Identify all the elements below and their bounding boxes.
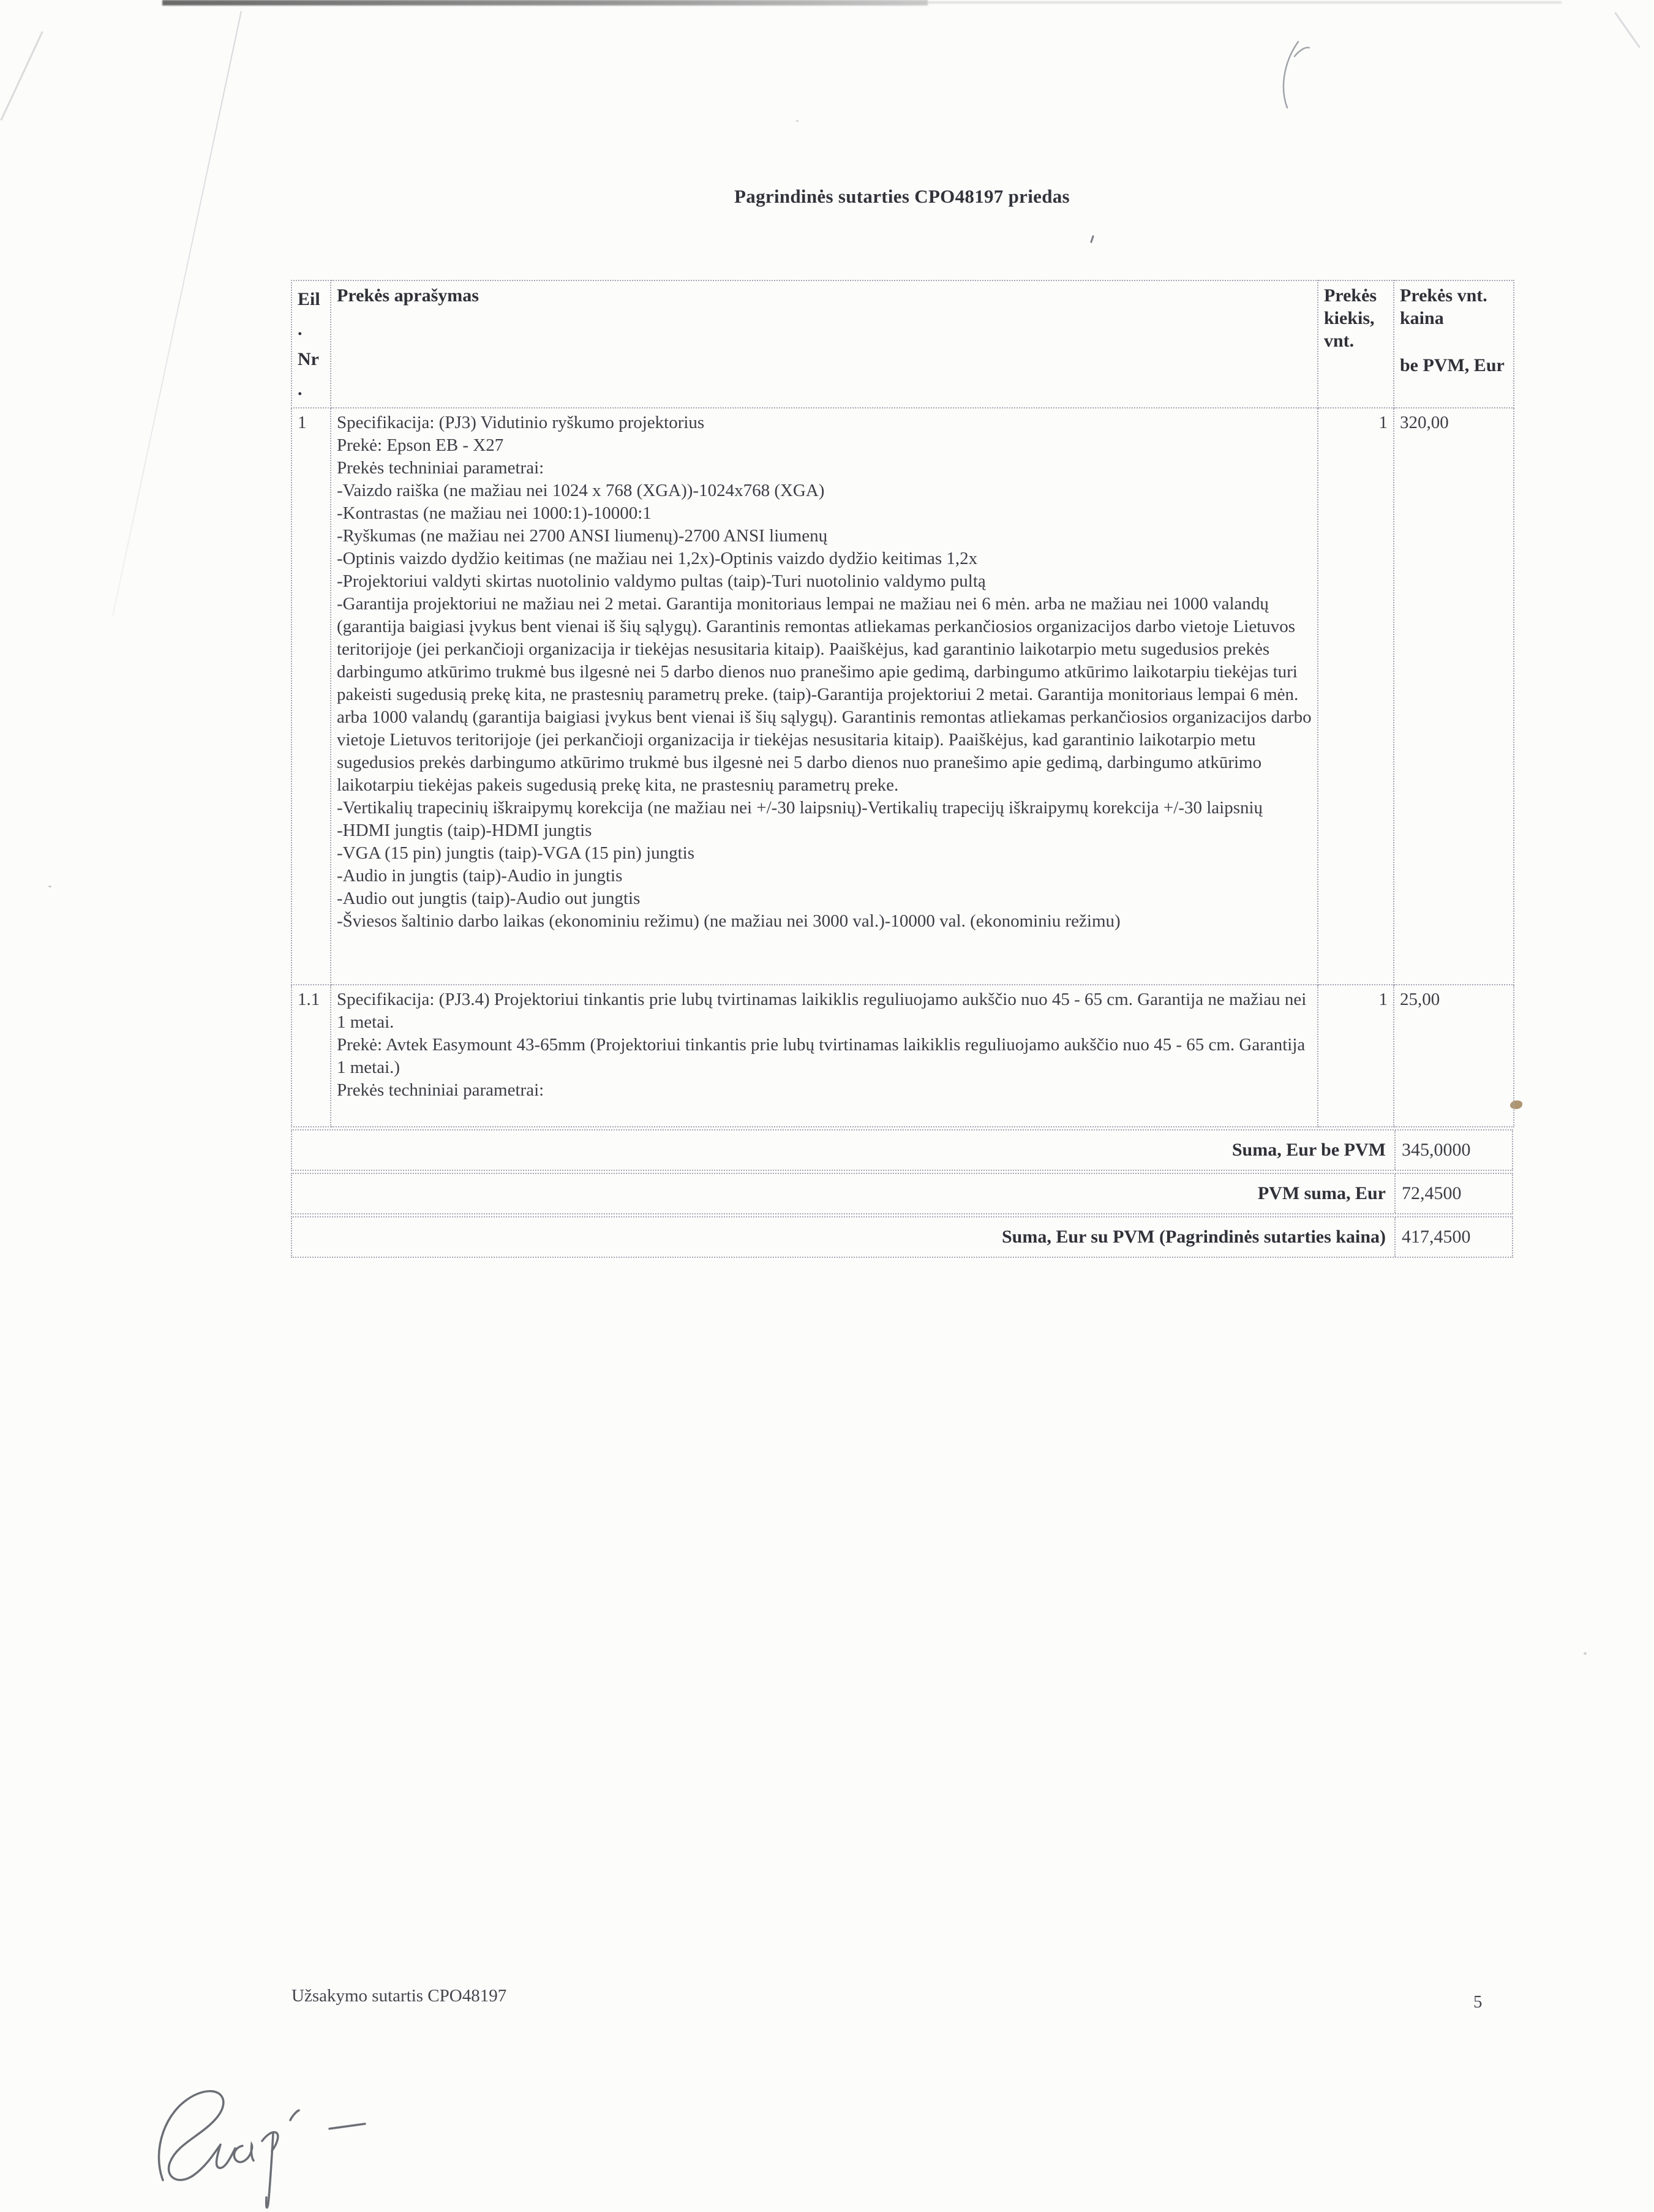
summary-label: PVM suma, Eur bbox=[292, 1174, 1396, 1213]
paper-speck bbox=[48, 886, 51, 887]
footer-contract-reference: Užsakymo sutartis CPO48197 bbox=[291, 1986, 507, 2006]
column-header-unit-price bbox=[1394, 280, 1514, 408]
corner-scan-mark bbox=[1614, 12, 1641, 48]
header-spacer bbox=[1400, 329, 1508, 354]
item-number-cell: 1.1 bbox=[291, 985, 331, 1127]
item-quantity-cell: 1 bbox=[1318, 985, 1394, 1127]
items-table bbox=[291, 280, 1514, 1127]
summary-value: 345,0000 bbox=[1402, 1140, 1471, 1160]
table-header-row bbox=[291, 280, 1514, 408]
item-number-cell: 1 bbox=[291, 408, 331, 985]
item-description-text: Specifikacija: (PJ3.4) Projektoriui tinkantis prie lubų tvirtinamas laikiklis reguliuojamo aukščio nuo 45 - 65 cm. Garantija ne mažiau nei 1 metai. Prekė: Avtek Easymount 43-65mm (Projektoriui tinkantis prie lubų tvirtinamas laikiklis reguliuojamo aukščio nuo 45 - 65 cm. Garantija 1 metai.) Prekės techniniai parametrai: bbox=[337, 990, 1307, 1100]
column-header-description bbox=[331, 280, 1318, 408]
unit-price-header-line1: Prekės vnt. kaina bbox=[1400, 285, 1487, 328]
unit-price-header-line2: be PVM, Eur bbox=[1400, 355, 1505, 375]
page-number: 5 bbox=[1473, 1992, 1483, 2012]
item-description-cell bbox=[331, 985, 1318, 1127]
paper-speck bbox=[796, 120, 799, 122]
column-header-item-number bbox=[291, 280, 331, 408]
item-description-cell bbox=[331, 408, 1318, 985]
summary-row-total-incl-vat bbox=[291, 1216, 1513, 1258]
summary-value: 417,4500 bbox=[1402, 1227, 1471, 1247]
description-header-text: Prekės aprašymas bbox=[337, 285, 479, 306]
item-description-text: Specifikacija: (PJ3) Vidutinio ryškumo projektorius Prekė: Epson EB - X27 Prekės techniniai parametrai: -Vaizdo raiška (ne mažiau nei 1024 x 768 (XGA))-1024x768 (XGA) -Kontrastas (ne mažiau nei 1000:1)-10000:1 -Ryškumas (ne mažiau nei 2700 ANSI liumenų)-2700 ANSI liumenų -Optinis vaizdo dydžio keitimas (ne mažiau nei 1,2x)-Optinis vaizdo dydžio keitimas 1,2x -Projektoriui valdyti skirtas nuotolinio valdymo pultas (taip)-Turi nuotolinio valdymo pultą -Garantija projektoriui ne mažiau nei 2 metai. Garantija monitoriaus lempai ne mažiau nei 6 mėn. arba ne mažiau nei 1000 valandų (garantija baigiasi įvykus bent vienai iš šių sąlygų). Garantinis remontas atliekamas perkančiosios organizacijos darbo vietoje Lietuvos teritorijoje (jei perkančioji organizacija ir tiekėjas nesusitaria kitaip). Paaiškėjus, kad garantinio laikotarpio metu sugedusios prekės darbingumo atkūrimo trukmė bus ilgesnė nei 5 darbo dienos nuo pranešimo apie gedimą, darbingumo atkūrimo laikotarpiu tiekėjas turi pakeisti sugedusią prekę kita, ne prastesnių parametrų preke. (taip)-Garantija projektoriui 2 metai. Garantija monitoriaus lempai 6 mėn. arba 1000 valandų (garantija baigiasi įvykus bent vienai iš šių sąlygų). Garantinis remontas atliekamas perkančiosios organizacijos darbo vietoje Lietuvos teritorijoje (jei perkančioji organizacija ir tiekėjas nesusitaria kitaip). Paaiškėjus, kad garantinio laikotarpio metu sugedusios prekės darbingumo atkūrimo trukmė bus ilgesnė nei 5 darbo dienos nuo pranešimo apie gedimą, darbingumo atkūrimo laikotarpiu tiekėjas pakeis sugedusią prekę kita, ne prastesnių parametrų preke. -Vertikalių trapecinių iškraipymų korekcija (ne mažiau nei +/-30 laipsnių)-Vertikalių trapecijų iškraipymų korekcija +/-30 laipsnių -HDMI jungtis (taip)-HDMI jungtis -VGA (15 pin) jungtis (taip)-VGA (15 pin) jungtis -Audio in jungtis (taip)-Audio in jungtis -Audio out jungtis (taip)-Audio out jungtis -Šviesos šaltinio darbo laikas (ekonominiu režimu) (ne mažiau nei 3000 val.)-10000 val. (ekonominiu režimu) bbox=[337, 413, 1312, 931]
table-row bbox=[291, 985, 1514, 1127]
column-header-quantity bbox=[1318, 280, 1394, 408]
paper-speck bbox=[1584, 1652, 1587, 1655]
paper-crease-line bbox=[112, 11, 242, 616]
scan-edge-shadow-light bbox=[919, 1, 1562, 4]
summary-row-vat-amount bbox=[291, 1173, 1513, 1214]
item-number-header-text: Eil . Nr . bbox=[298, 289, 320, 399]
summary-label: Suma, Eur su PVM (Pagrindinės sutarties kaina) bbox=[292, 1217, 1396, 1257]
summary-label: Suma, Eur be PVM bbox=[292, 1130, 1396, 1170]
scan-edge-shadow bbox=[162, 0, 928, 6]
summary-value: 72,4500 bbox=[1402, 1183, 1462, 1203]
handwritten-signature bbox=[146, 2077, 415, 2212]
item-quantity-cell: 1 bbox=[1318, 408, 1394, 985]
summary-row-total-excl-vat bbox=[291, 1129, 1513, 1171]
item-unit-price-cell: 25,00 bbox=[1394, 985, 1514, 1127]
corner-scan-mark bbox=[0, 31, 43, 121]
item-unit-price-cell: 320,00 bbox=[1394, 408, 1514, 985]
pen-stray-mark bbox=[1268, 36, 1319, 118]
table-row bbox=[291, 408, 1514, 985]
items-table-container bbox=[291, 280, 1513, 1258]
document-title: Pagrindinės sutarties CPO48197 priedas bbox=[734, 186, 1070, 207]
ink-speck bbox=[1090, 235, 1094, 243]
quantity-header-text: Prekės kiekis, vnt. bbox=[1324, 285, 1377, 351]
